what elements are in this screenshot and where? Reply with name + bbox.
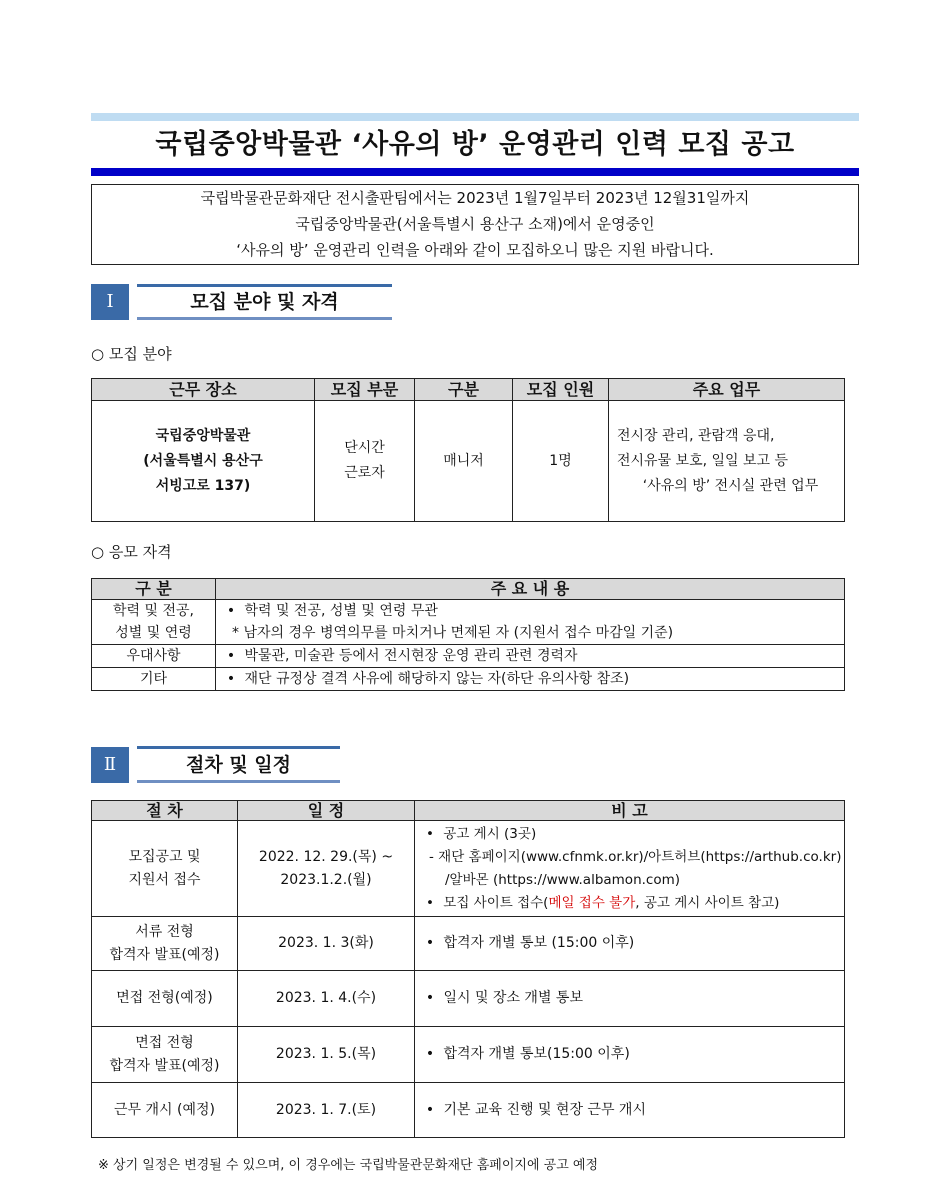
note-line: 합격자 개별 통보 (15:00 이후) xyxy=(443,935,635,951)
date-line: 2022. 12. 29.(목) ~ xyxy=(258,848,394,865)
qual-label xyxy=(92,600,216,645)
note-line: , 공고 게시 사이트 참고) xyxy=(635,894,780,911)
note-cell xyxy=(415,1083,845,1138)
bullet: • xyxy=(226,603,236,619)
note-line: - 재단 홈페이지(www.cfnmk.or.kr)/아트허브(https://arthub.co.kr) xyxy=(429,848,842,865)
note-line: 합격자 개별 통보(15:00 이후) xyxy=(443,1046,630,1062)
qual-content xyxy=(216,645,845,668)
table-header: 주요 업무 xyxy=(609,379,845,401)
duty-line: ‘사유의 방’ 전시실 관련 업무 xyxy=(642,477,819,494)
bullet: • xyxy=(426,825,434,842)
table-header: 구 분 xyxy=(92,579,216,600)
title-top-bar xyxy=(91,113,859,121)
table-header: 비 고 xyxy=(415,801,845,821)
headcount: 1명 xyxy=(513,401,609,522)
qual-content xyxy=(216,600,845,645)
table-header: 모집 부문 xyxy=(315,379,415,401)
content-line: 학력 및 전공, 성별 및 연령 무관 xyxy=(244,603,438,619)
step-cell xyxy=(92,821,238,917)
bullet: • xyxy=(425,935,435,951)
content-line: 재단 규정상 결격 사유에 해당하지 않는 자(하단 유의사항 참조) xyxy=(244,671,630,687)
date-cell: 2023. 1. 3(화) xyxy=(238,917,415,971)
section-number: Ⅱ xyxy=(91,747,129,783)
table-header: 절 차 xyxy=(92,801,238,821)
work-place xyxy=(92,401,315,522)
step-line: 면접 전형 xyxy=(135,1034,194,1051)
bullet: • xyxy=(425,1046,435,1062)
intro-line: 국립중앙박물관(서울특별시 용산구 소재)에서 운영중인 xyxy=(295,215,655,233)
table-header: 모집 인원 xyxy=(513,379,609,401)
table-header: 근무 장소 xyxy=(92,379,315,401)
section-title: 모집 분야 및 자격 xyxy=(190,291,339,313)
title-bottom-bar xyxy=(91,168,859,176)
date-cell: 2023. 1. 7.(토) xyxy=(238,1083,415,1138)
table-header: 구분 xyxy=(415,379,513,401)
qual-content xyxy=(216,668,845,691)
qualification-table xyxy=(91,578,845,691)
date-cell: 2023. 1. 4.(수) xyxy=(238,971,415,1027)
duty-line: 전시장 관리, 관람객 응대, xyxy=(617,427,775,444)
subheading-field: ○ 모집 분야 xyxy=(91,345,172,363)
page-title: 국립중앙박물관 ‘사유의 방’ 운영관리 인력 모집 공고 xyxy=(155,129,795,160)
label-line: 학력 및 전공, xyxy=(113,603,194,619)
step-cell: 근무 개시 (예정) xyxy=(92,1083,238,1138)
note-cell xyxy=(415,971,845,1027)
step-cell xyxy=(92,1027,238,1083)
table-header: 일 정 xyxy=(238,801,415,821)
duty-line: 전시유물 보호, 일일 보고 등 xyxy=(617,452,789,469)
position-type: 매니저 xyxy=(415,401,513,522)
intro-line: 국립박물관문화재단 전시출판팀에서는 2023년 1월7일부터 2023년 12월31일까지 xyxy=(200,189,750,207)
note-line: 일시 및 장소 개별 통보 xyxy=(443,990,583,1006)
bullet: • xyxy=(425,990,435,1006)
bullet: • xyxy=(425,1101,435,1118)
step-cell: 면접 전형(예정) xyxy=(92,971,238,1027)
date-cell: 2023. 1. 5.(목) xyxy=(238,1027,415,1083)
category-line: 근로자 xyxy=(344,465,385,481)
label-line: 성별 및 연령 xyxy=(115,625,192,641)
footnote: ※ 상기 일정은 변경될 수 있으며, 이 경우에는 국립박물관문화재단 홈페이지에 공고 예정 xyxy=(98,1158,599,1173)
note-cell xyxy=(415,1027,845,1083)
section-rule xyxy=(137,746,340,749)
note-line: 기본 교육 진행 및 현장 근무 개시 xyxy=(443,1101,646,1118)
step-line: 합격자 발표(예정) xyxy=(109,1057,220,1074)
section-number: Ⅰ xyxy=(91,284,129,320)
qual-label: 기타 xyxy=(92,668,216,691)
date-cell xyxy=(238,821,415,917)
place-line: (서울특별시 용산구 xyxy=(143,452,263,469)
bullet: • xyxy=(426,894,434,911)
step-line: 모집공고 및 xyxy=(128,848,201,865)
content-line: * 남자의 경우 병역의무를 마치거나 면제된 자 (지원서 접수 마감일 기준) xyxy=(232,625,674,641)
field-table xyxy=(91,378,845,522)
subheading-qualification: ○ 응모 자격 xyxy=(91,543,172,561)
step-line: 지원서 접수 xyxy=(128,871,201,888)
recruit-category xyxy=(315,401,415,522)
note-cell xyxy=(415,917,845,971)
main-duties xyxy=(609,401,845,522)
schedule-table xyxy=(91,800,845,1138)
section-rule xyxy=(137,780,340,783)
place-line: 서빙고로 137) xyxy=(155,477,251,494)
step-line: 합격자 발표(예정) xyxy=(109,946,220,963)
section-title: 절차 및 일정 xyxy=(186,754,291,776)
note-cell xyxy=(415,821,845,917)
note-line: 공고 게시 (3곳) xyxy=(443,825,537,842)
category-line: 단시간 xyxy=(344,440,385,456)
qual-label: 우대사항 xyxy=(92,645,216,668)
content-line: 박물관, 미술관 등에서 전시현장 운영 관리 관련 경력자 xyxy=(244,648,578,664)
step-line: 서류 전형 xyxy=(135,923,194,940)
warning-text: 메일 접수 불가 xyxy=(548,894,636,911)
bullet: • xyxy=(226,671,236,687)
bullet: • xyxy=(226,648,236,664)
note-line: /알바몬 (https://www.albamon.com) xyxy=(445,871,681,888)
intro-line: ‘사유의 방’ 운영관리 인력을 아래와 같이 모집하오니 많은 지원 바랍니다. xyxy=(236,241,714,259)
place-line: 국립중앙박물관 xyxy=(155,427,251,444)
step-cell xyxy=(92,917,238,971)
date-line: 2023.1.2.(월) xyxy=(280,871,372,888)
table-header: 주 요 내 용 xyxy=(216,579,845,600)
note-line: 모집 사이트 접수( xyxy=(443,894,549,911)
intro-box xyxy=(91,184,859,265)
section-rule xyxy=(137,317,392,320)
